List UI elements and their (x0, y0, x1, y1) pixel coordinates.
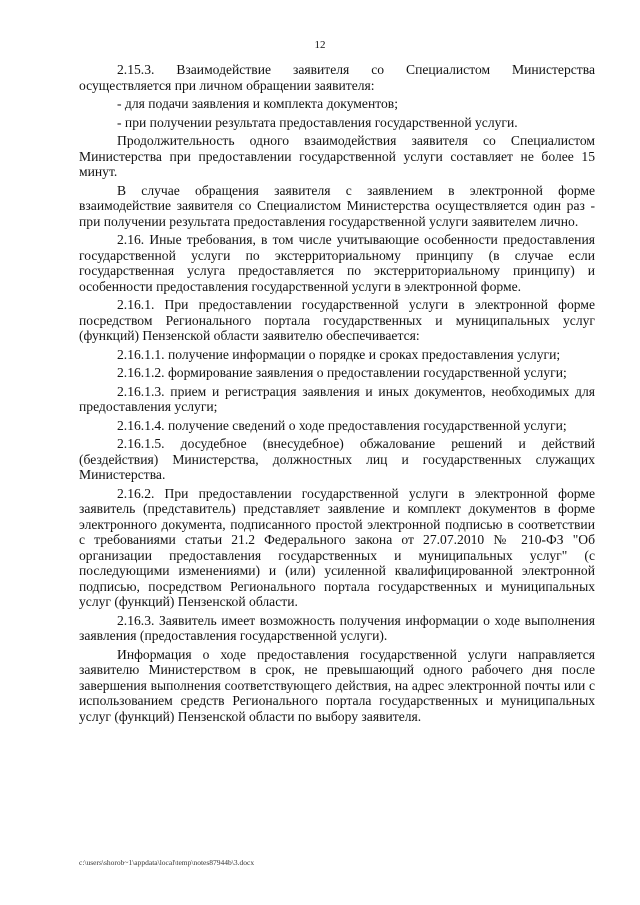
paragraph-2-16-1-5: 2.16.1.5. досудебное (внесудебное) обжалование решений и действий (бездействия) Министерства, должностных лиц и государственных служащих Министерства. (79, 436, 595, 482)
document-body (79, 62, 595, 727)
paragraph-2-16-1-2: 2.16.1.2. формирование заявления о предоставлении государственной услуги; (117, 365, 567, 380)
paragraph-2-16: 2.16. Иные требования, в том числе учитывающие особенности предоставления государственной услуги по экстерриториальному принципу (в случае если государственная услуга предоставляется по экстерриториальному принципу) и особенности предоставления государственной услуги в электронной форме. (79, 232, 595, 294)
list-item-receive: - при получении результата предоставления государственной услуги. (117, 114, 518, 130)
paragraph-2-16-1-1: 2.16.1.1. получение информации о порядке и сроках предоставления услуги; (117, 346, 561, 362)
paragraph-information: Информация о ходе предоставления государственной услуги направляется заявителю Министерством в срок, не превышающий одного рабочего дня после завершения выполнения соответствующего действия, на адрес электронной почты или с использованием средств Регионального портала государственных и муниципальных услуг (функций) Пензенской области по выбору заявителя. (79, 646, 595, 724)
paragraph-electronic-case: В случае обращения заявителя с заявлением в электронной форме взаимодействие заявителя со Специалистом Министерства осуществляется один раз - при получении результата предоставления государственной услуги заявителем лично. (79, 182, 595, 229)
paragraph-2-16-2: 2.16.2. При предоставлении государственной услуги в электронной форме заявитель (представитель) представляет заявление и комплект документов в форме электронного документа, подписанного простой электронной подписью в соответствии с требованиями статьи 21.2 Федерального закона от 27.07.2010 № 210-ФЗ "Об организации предоставления государственных и муниципальных услуг" (с последующими изменениями) и (или) усиленной квалифицированной электронной подписью, посредством Регионального портала государственных и муниципальных услуг (функций) Пензенской области. (79, 485, 595, 609)
paragraph-2-16-1-3: 2.16.1.3. прием и регистрация заявления и иных документов, необходимых для предоставления услуги; (79, 383, 595, 414)
footer-file-path: c:\users\shorob~1\appdata\local\temp\notes87944b\3.docx (79, 858, 255, 867)
paragraph-2-16-1: 2.16.1. При предоставлении государственной услуги в электронной форме посредством Регионального портала государственных и муниципальных услуг (функций) Пензенской области заявителю обеспечивается: (79, 297, 595, 343)
paragraph-duration: Продолжительность одного взаимодействия заявителя со Специалистом Министерства при предоставлении государственной услуги составляет не более 15 минут. (79, 133, 595, 179)
paragraph-2-16-1-4: 2.16.1.4. получение сведений о ходе предоставления государственной услуги; (117, 417, 567, 433)
page-number: 12 (314, 39, 326, 51)
list-item-submit: - для подачи заявления и комплекта документов; (117, 96, 398, 111)
paragraph-2-16-3: 2.16.3. Заявитель имеет возможность получения информации о ходе выполнения заявления (предоставления государственной услуги). (79, 612, 595, 643)
paragraph-2-15-3: 2.15.3. Взаимодействие заявителя со Специалистом Министерства осуществляется при личном обращении заявителя: (79, 62, 595, 93)
